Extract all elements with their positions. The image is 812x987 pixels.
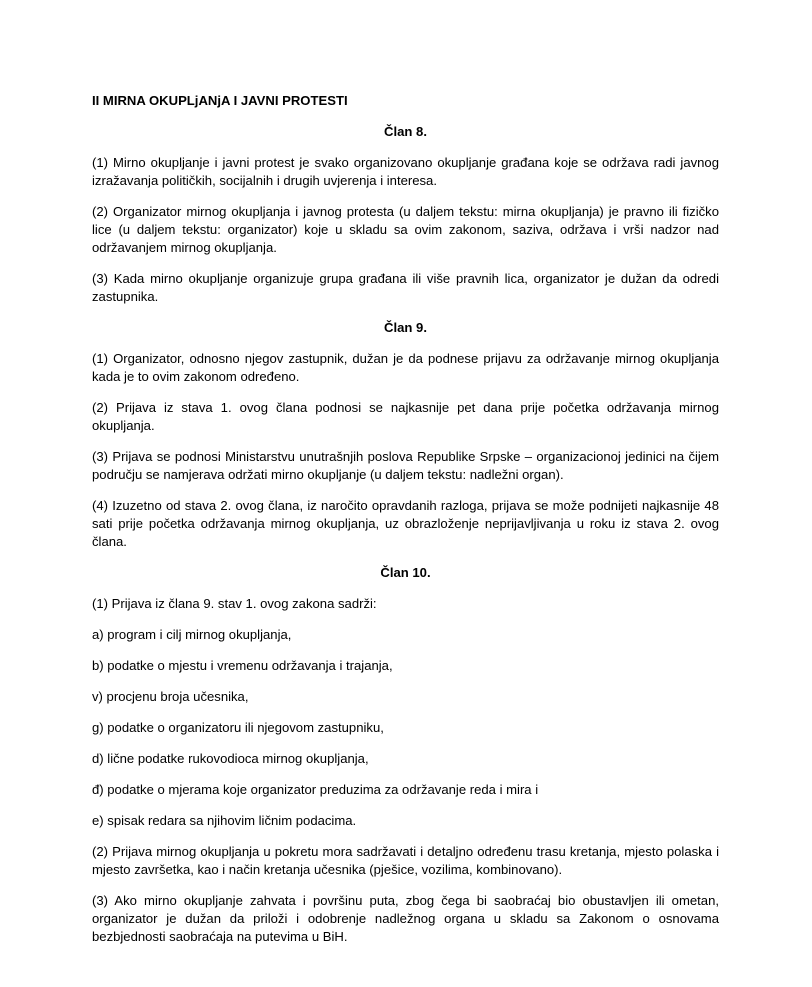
paragraph: (1) Prijava iz člana 9. stav 1. ovog zakona sadrži: xyxy=(92,596,377,611)
paragraph: (4) Izuzetno od stava 2. ovog člana, iz naročito opravdanih razloga, prijava se može podnijeti najkasnije 48 sati prije početka održavanja mirnog okupljanja, uz obrazloženje neprijavljivanja u roku iz stava 2. ovog člana. xyxy=(92,498,719,549)
list-item: a) program i cilj mirnog okupljanja, xyxy=(92,627,292,642)
paragraph: (2) Organizator mirnog okupljanja i javnog protesta (u daljem tekstu: mirna okupljanja) je pravno ili fizičko lice (u daljem tekstu: organizator) koje u skladu sa ovim zakonom, saziva, održava i vrši nadzor nad održavanjem mirnog okupljanja. xyxy=(92,204,719,255)
article-heading: Član 9. xyxy=(384,320,427,335)
paragraph: (1) Mirno okupljanje i javni protest je svako organizovano okupljanje građana koje se održava radi javnog izražavanja političkih, socijalnih i drugih uvjerenja i interesa. xyxy=(92,155,719,188)
paragraph: (2) Prijava iz stava 1. ovog člana podnosi se najkasnije pet dana prije početka održavanja mirnog okupljanja. xyxy=(92,400,719,433)
list-item: b) podatke o mjestu i vremenu održavanja i trajanja, xyxy=(92,658,393,673)
paragraph: (1) Organizator, odnosno njegov zastupnik, dužan je da podnese prijavu za održavanje mirnog okupljanja kada je to ovim zakonom određeno. xyxy=(92,351,719,384)
article-heading: Član 10. xyxy=(380,565,431,580)
list-item: e) spisak redara sa njihovim ličnim podacima. xyxy=(92,813,357,828)
list-item: đ) podatke o mjerama koje organizator preduzima za održavanje reda i mira i xyxy=(92,782,539,797)
paragraph: (3) Ako mirno okupljanje zahvata i površinu puta, zbog čega bi saobraćaj bio obustavljen ili ometan, organizator je dužan da priloži i odobrenje nadležnog organa u skladu sa Zakonom o osnovama bezbjednosti saobraćaja na putevima u BiH. xyxy=(92,893,719,944)
article-heading: Član 8. xyxy=(384,124,427,139)
list-item: v) procjenu broja učesnika, xyxy=(92,689,249,704)
document-body xyxy=(92,92,719,959)
list-item: d) lične podatke rukovodioca mirnog okupljanja, xyxy=(92,751,369,766)
section-title: II MIRNA OKUPLjANjA I JAVNI PROTESTI xyxy=(92,93,348,108)
paragraph: (2) Prijava mirnog okupljanja u pokretu mora sadržavati i detaljno određenu trasu kretanja, mjesto polaska i mjesto završetka, kao i način kretanja učesnika (pješice, vozilima, kombinovano). xyxy=(92,844,719,877)
list-item: g) podatke o organizatoru ili njegovom zastupniku, xyxy=(92,720,384,735)
paragraph: (3) Kada mirno okupljanje organizuje grupa građana ili više pravnih lica, organizator je dužan da odredi zastupnika. xyxy=(92,271,719,304)
paragraph: (3) Prijava se podnosi Ministarstvu unutrašnjih poslova Republike Srpske – organizacionoj jedinici na čijem području se namjerava održati mirno okupljanje (u daljem tekstu: nadležni organ). xyxy=(92,449,719,482)
